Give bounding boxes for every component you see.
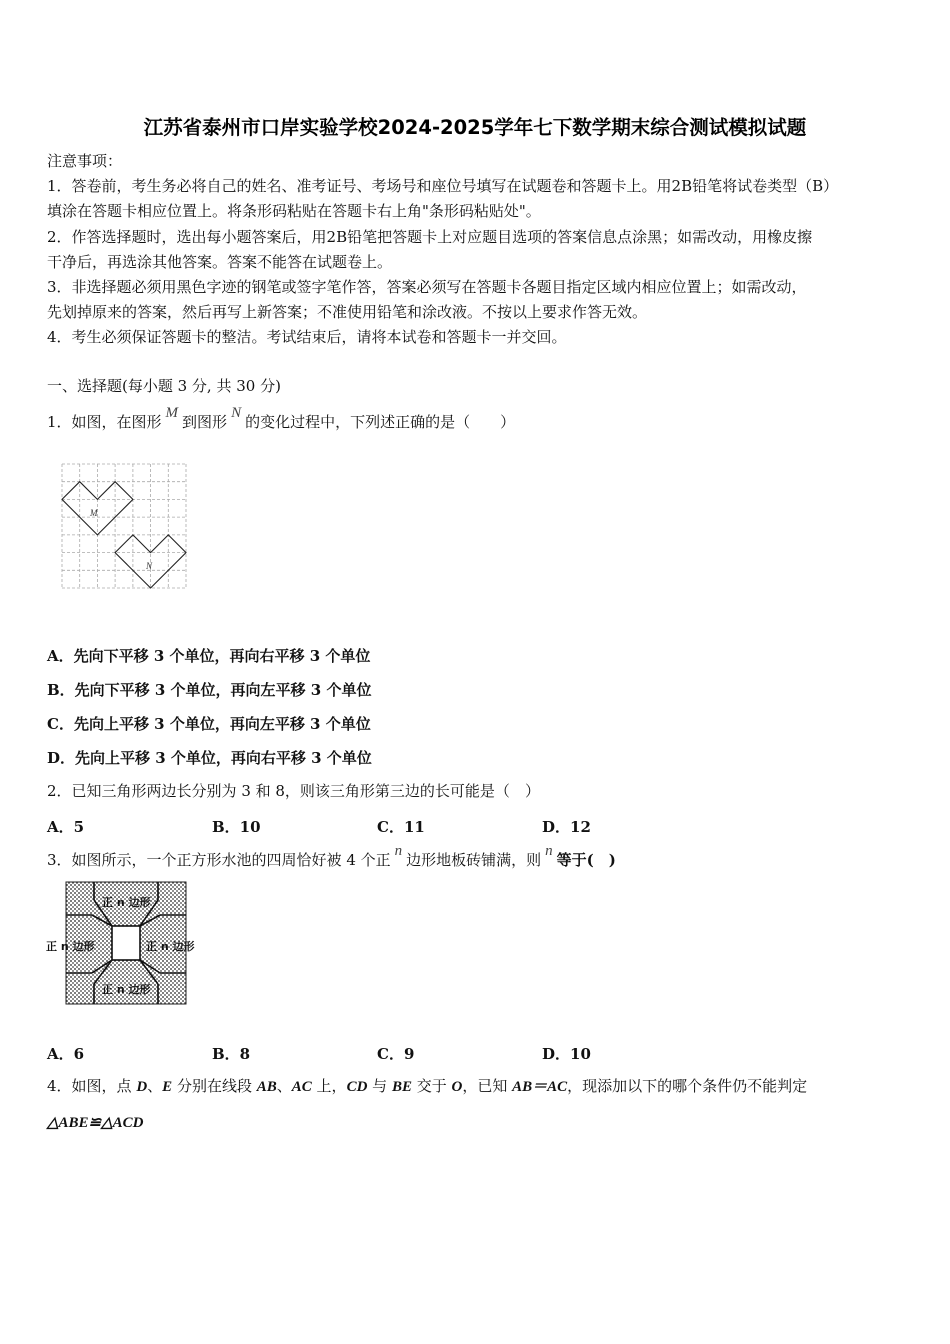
notice-line: 填涂在答题卡相应位置上。将条形码粘贴在答题卡右上角"条形码粘贴处"。: [47, 202, 541, 220]
tile-label-left: 正 n 边形: [46, 940, 95, 953]
q3-option-c: C．9: [377, 1045, 415, 1063]
question-4-congruence: △ABE≌△ACD: [47, 1115, 144, 1131]
q1-option-d: D．先向上平移 3 个单位，再向右平移 3 个单位: [47, 749, 372, 767]
notice-line: 2．作答选择题时，选出每小题答案后，用2B铅笔把答题卡上对应题目选项的答案信息点涂黑；如需改动，用橡皮擦: [47, 228, 813, 246]
notice-line: 1．答卷前，考生务必将自己的姓名、准考证号、考场号和座位号填写在试题卷和答题卡上。用2B铅笔将试卷类型（B）: [47, 177, 839, 195]
q2-option-a: A．5: [47, 818, 85, 836]
question-1-stem: 1．如图，在图形 M 到图形 N 的变化过程中，下列述正确的是（ ）: [47, 405, 516, 431]
q1-option-c: C．先向上平移 3 个单位，再向左平移 3 个单位: [47, 715, 371, 733]
variable-n: n: [545, 843, 553, 859]
notice-heading: 注意事项：: [47, 152, 123, 170]
question-4-stem: 4．如图，点 D、E 分别在线段 AB、AC 上，CD 与 BE 交于 O，已知 AB＝AC，现添加以下的哪个条件仍不能判定: [47, 1077, 808, 1095]
question-3-stem: 3．如图所示，一个正方形水池的四周恰好被 4 个正 n 边形地板砖铺满，则 n 等于( ): [47, 843, 616, 869]
notice-line: 4．考生必须保证答题卡的整洁。考试结束后，请将本试卷和答题卡一并交回。: [47, 328, 567, 346]
q1-option-b: B．先向下平移 3 个单位，再向左平移 3 个单位: [47, 681, 372, 699]
notice-line: 先划掉原来的答案，然后再写上新答案；不准使用铅笔和涂改液。不按以上要求作答无效。: [47, 303, 648, 321]
q2-option-c: C．11: [377, 818, 425, 836]
question-2-stem: 2．已知三角形两边长分别为 3 和 8，则该三角形第三边的长可能是（ ）: [47, 782, 540, 800]
q3-option-a: A．6: [47, 1045, 85, 1063]
tile-label-right: 正 n 边形: [146, 940, 195, 953]
q1-option-a: A．先向下平移 3 个单位，再向右平移 3 个单位: [47, 647, 371, 665]
notice-line: 3．非选择题必须用黑色字迹的钢笔或签字笔作答，答案必须写在答题卡各题目指定区域内相应位置上；如需改动，: [47, 278, 807, 296]
tile-label-bottom: 正 n 边形: [102, 983, 151, 996]
tile-label-top: 正 n 边形: [102, 896, 151, 909]
notice-line: 干净后，再选涂其他答案。答案不能答在试题卷上。: [47, 253, 393, 271]
page-title: 江苏省泰州市口岸实验学校2024-2025学年七下数学期末综合测试模拟试题: [143, 116, 807, 139]
section-heading: 一、选择题(每小题 3 分, 共 30 分): [47, 377, 281, 395]
figure-label-n: N: [146, 561, 153, 571]
variable-n: N: [231, 405, 242, 421]
pool-tiling-figure: [46, 880, 208, 1006]
q2-option-b: B．10: [212, 818, 261, 836]
q3-option-b: B．8: [212, 1045, 251, 1063]
q2-option-d: D．12: [542, 818, 591, 836]
q3-option-d: D．10: [542, 1045, 591, 1063]
variable-n: n: [394, 843, 403, 859]
grid-figure-hearts: [60, 462, 190, 590]
figure-label-m: M: [90, 508, 98, 518]
variable-m: M: [165, 405, 179, 421]
pool-square: [112, 926, 140, 960]
